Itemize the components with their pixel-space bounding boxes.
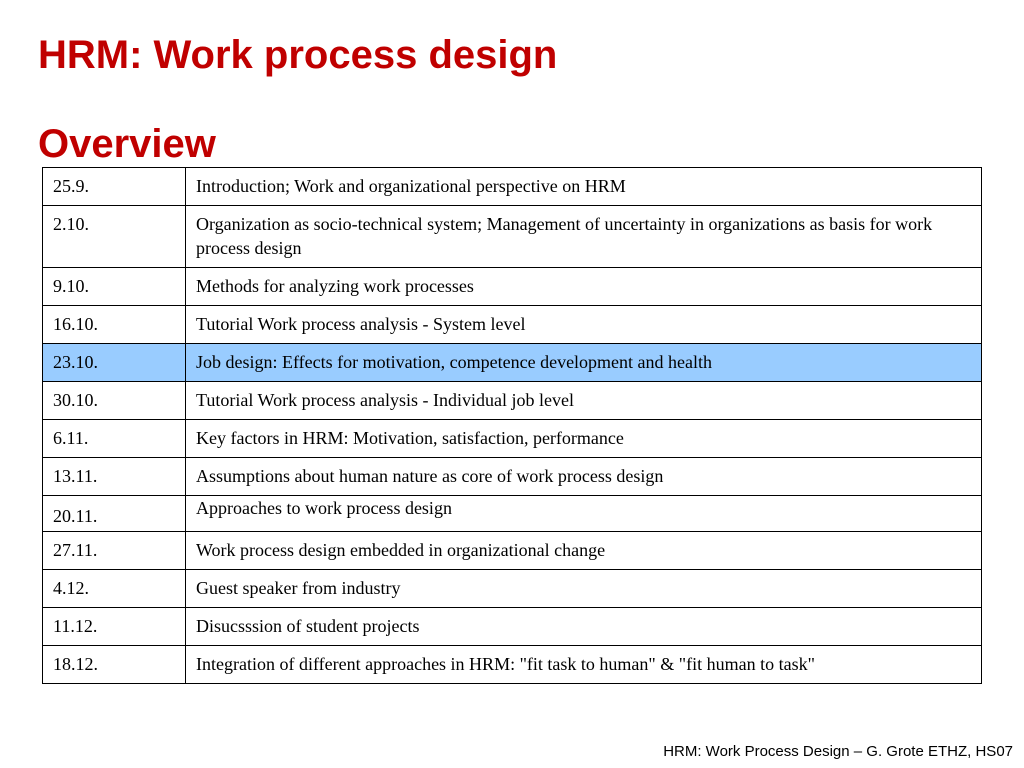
schedule-date: 16.10. — [43, 306, 186, 344]
schedule-row — [43, 646, 982, 684]
schedule-topic: Guest speaker from industry — [186, 570, 982, 608]
schedule-topic: Job design: Effects for motivation, competence development and health — [186, 344, 982, 382]
schedule-topic: Key factors in HRM: Motivation, satisfaction, performance — [186, 420, 982, 458]
schedule-topic: Work process design embedded in organizational change — [186, 532, 982, 570]
schedule-row-highlighted — [43, 344, 982, 382]
schedule-row — [43, 306, 982, 344]
schedule-date: 25.9. — [43, 168, 186, 206]
schedule-date: 6.11. — [43, 420, 186, 458]
schedule-date: 23.10. — [43, 344, 186, 382]
schedule-date: 4.12. — [43, 570, 186, 608]
schedule-date: 18.12. — [43, 646, 186, 684]
schedule-topic: Tutorial Work process analysis - System level — [186, 306, 982, 344]
schedule-row — [43, 268, 982, 306]
schedule-date: 20.11. — [43, 496, 186, 532]
schedule-date: 2.10. — [43, 206, 186, 268]
slide-subtitle: Overview — [38, 122, 216, 166]
schedule-row — [43, 382, 982, 420]
schedule-topic: Assumptions about human nature as core of work process design — [186, 458, 982, 496]
schedule-topic: Methods for analyzing work processes — [186, 268, 982, 306]
slide-title: HRM: Work process design — [38, 33, 558, 77]
schedule-date: 11.12. — [43, 608, 186, 646]
schedule-date: 27.11. — [43, 532, 186, 570]
schedule-topic: Integration of different approaches in HRM: "fit task to human" & "fit human to task" — [186, 646, 982, 684]
schedule-row — [43, 420, 982, 458]
schedule-row — [43, 168, 982, 206]
schedule-date: 30.10. — [43, 382, 186, 420]
slide-footer: HRM: Work Process Design – G. Grote ETHZ, HS07 — [663, 743, 1013, 760]
schedule-row — [43, 458, 982, 496]
schedule-row — [43, 608, 982, 646]
schedule-topic: Approaches to work process design — [186, 496, 982, 532]
schedule-topic: Organization as socio-technical system; Management of uncertainty in organizations as basis for work process design — [186, 206, 982, 268]
schedule-topic: Tutorial Work process analysis - Individual job level — [186, 382, 982, 420]
schedule-table — [42, 167, 982, 684]
schedule-row — [43, 532, 982, 570]
schedule-row — [43, 570, 982, 608]
schedule-topic: Introduction; Work and organizational perspective on HRM — [186, 168, 982, 206]
schedule-row — [43, 496, 982, 532]
schedule-row — [43, 206, 982, 268]
schedule-topic: Disucsssion of student projects — [186, 608, 982, 646]
schedule-date: 13.11. — [43, 458, 186, 496]
schedule-date: 9.10. — [43, 268, 186, 306]
